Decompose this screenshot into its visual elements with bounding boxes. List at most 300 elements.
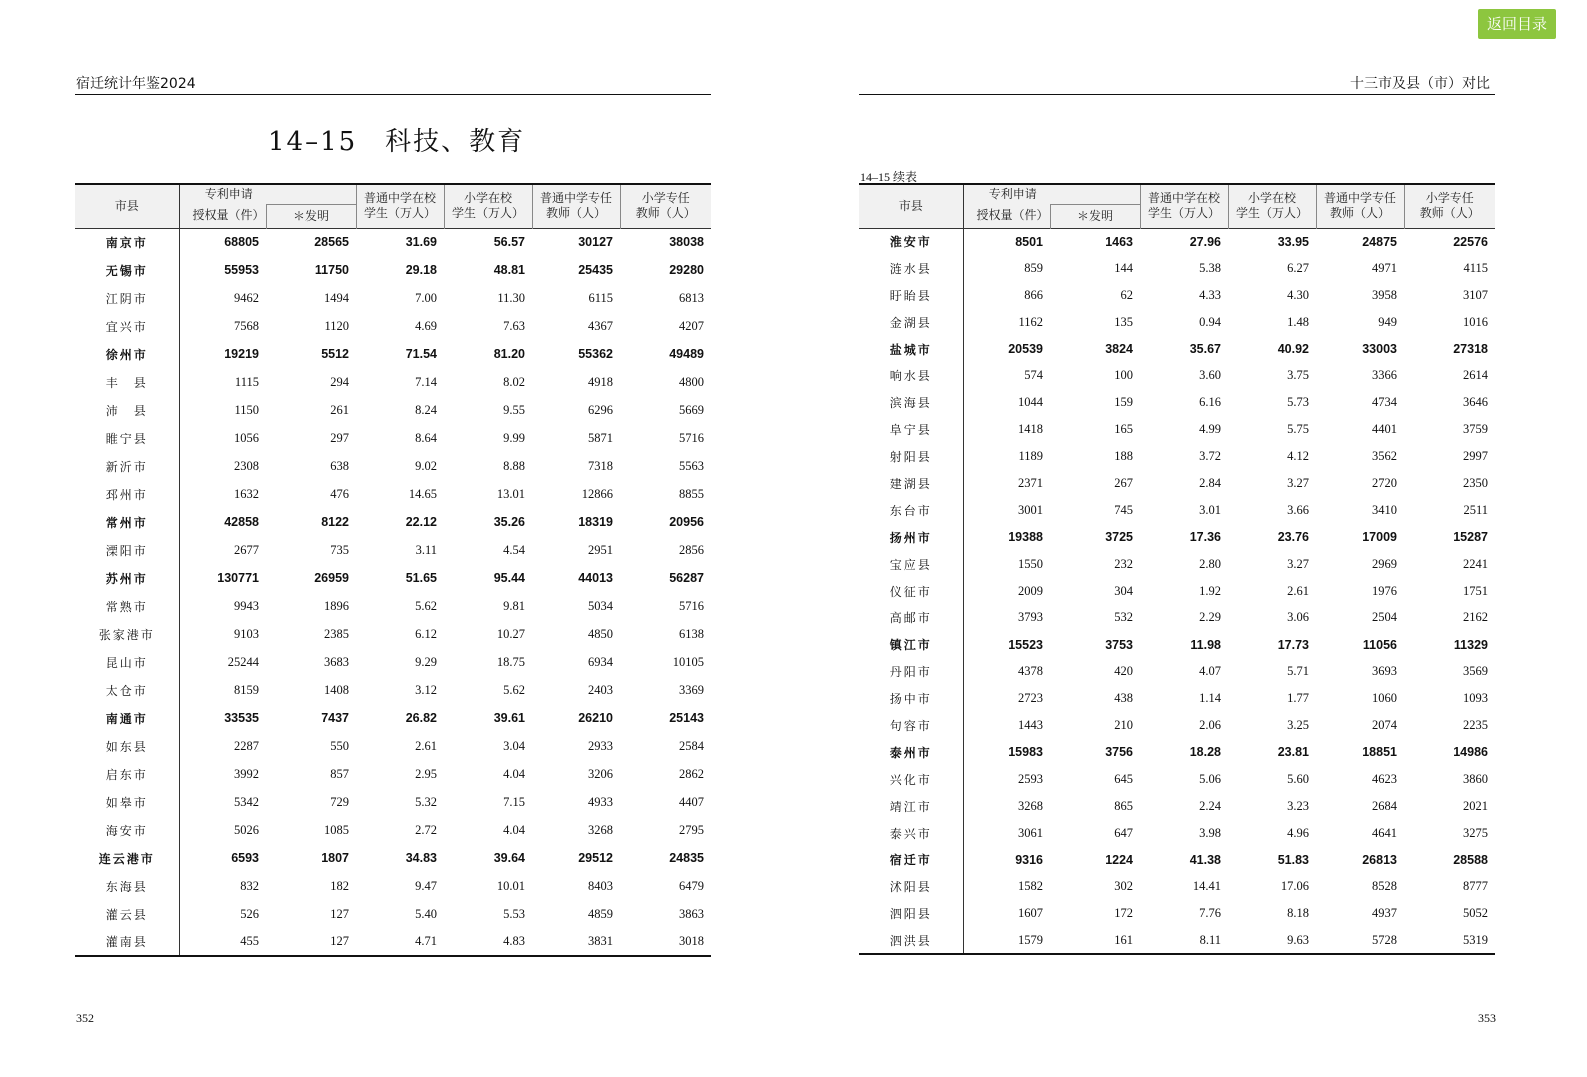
patent-grants-cell: 526	[240, 906, 259, 921]
secondary-teachers-cell: 3268	[588, 822, 613, 837]
patent-grants-cell: 3001	[1018, 502, 1043, 517]
patent-grants-cell: 3793	[1018, 610, 1043, 625]
invention-cell: 3683	[324, 654, 349, 669]
invention-cell: 1085	[324, 822, 349, 837]
patent-grants-cell: 1582	[1018, 879, 1043, 894]
table-row	[75, 452, 711, 480]
patent-grants-cell: 19219	[224, 347, 259, 361]
primary-students-cell: 9.81	[503, 598, 525, 613]
invention-cell: 7437	[321, 711, 349, 725]
left-data-table	[75, 183, 711, 957]
patent-grants-cell: 1632	[234, 486, 259, 501]
right-data-table	[859, 183, 1495, 955]
region-name: 苏州市	[75, 564, 179, 592]
left-page	[0, 0, 790, 1077]
primary-students-cell: 11.30	[497, 290, 525, 305]
header-secondary-students: 普通中学在校 学生（万人）	[356, 184, 444, 228]
primary-students-cell: 39.61	[493, 711, 525, 725]
secondary-students-cell: 41.38	[1189, 852, 1221, 867]
patent-grants-cell: 859	[1024, 260, 1043, 275]
patent-grants-cell: 25244	[227, 654, 259, 669]
patent-grants-cell: 8501	[963, 228, 1050, 255]
patent-grants-cell: 1056	[234, 430, 259, 445]
header-secondary-students: 普通中学在校 学生（万人）	[1140, 184, 1228, 228]
region-name: 沭阳县	[859, 873, 963, 900]
primary-teachers-cell: 2795	[679, 822, 704, 837]
primary-students-cell: 9.63	[1228, 927, 1316, 954]
secondary-students-cell: 4.33	[1199, 287, 1221, 302]
secondary-teachers-cell: 2684	[1372, 798, 1397, 813]
secondary-teachers-cell: 4623	[1372, 771, 1397, 786]
primary-students-cell: 95.44	[493, 571, 525, 585]
region-name: 扬州市	[859, 524, 963, 551]
secondary-students-cell: 5.38	[1199, 260, 1221, 275]
secondary-students-cell: 5.06	[1199, 771, 1221, 786]
patent-grants-cell: 9316	[1015, 852, 1043, 867]
table-row	[859, 658, 1495, 685]
primary-students-cell: 10.27	[496, 626, 525, 641]
patent-grants-cell: 866	[1024, 287, 1043, 302]
table-row	[75, 228, 711, 256]
secondary-teachers-cell: 4734	[1372, 395, 1397, 410]
primary-teachers-cell: 3863	[679, 906, 704, 921]
secondary-teachers-cell: 29512	[578, 851, 613, 865]
secondary-students-cell: 3.60	[1199, 368, 1221, 383]
secondary-students-cell: 27.96	[1140, 228, 1228, 255]
secondary-teachers-cell: 5034	[588, 598, 613, 613]
patent-grants-cell: 1550	[1018, 556, 1043, 571]
invention-cell: 304	[1114, 583, 1133, 598]
table-row	[75, 620, 711, 648]
table-row	[859, 309, 1495, 336]
invention-cell: 297	[330, 430, 349, 445]
patent-grants-cell: 1579	[963, 927, 1050, 954]
secondary-teachers-cell: 2933	[588, 738, 613, 753]
secondary-teachers-cell: 12866	[581, 486, 613, 501]
header-region: 市县	[859, 184, 963, 228]
patent-grants-cell: 574	[1024, 368, 1043, 383]
right-running-head: 十三市及县（市）对比	[1350, 76, 1490, 92]
region-name: 太仓市	[75, 676, 179, 704]
primary-teachers-cell: 6479	[679, 878, 704, 893]
secondary-teachers-cell: 3693	[1372, 664, 1397, 679]
table-row	[75, 760, 711, 788]
region-name: 丰 县	[75, 368, 179, 396]
header-primary-students: 小学在校 学生（万人）	[444, 184, 532, 228]
invention-cell: 267	[1114, 475, 1133, 490]
region-name: 江阴市	[75, 284, 179, 312]
primary-students-cell: 3.23	[1287, 798, 1309, 813]
secondary-teachers-cell: 4918	[588, 374, 613, 389]
invention-cell: 5512	[321, 347, 349, 361]
region-name: 泰州市	[859, 739, 963, 766]
primary-teachers-cell: 3569	[1463, 664, 1488, 679]
secondary-teachers-cell: 7318	[588, 458, 613, 473]
primary-teachers-cell: 29280	[669, 263, 704, 277]
primary-students-cell: 51.83	[1277, 852, 1309, 867]
right-page-number: 353	[1478, 1011, 1496, 1025]
header-primary-students: 小学在校 学生（万人）	[1228, 184, 1316, 228]
secondary-teachers-cell: 3410	[1372, 502, 1397, 517]
invention-cell: 159	[1114, 395, 1133, 410]
secondary-teachers-cell: 3562	[1372, 449, 1397, 464]
invention-cell: 210	[1114, 717, 1133, 732]
primary-teachers-cell: 2997	[1463, 449, 1488, 464]
invention-cell: 172	[1114, 906, 1133, 921]
primary-teachers-cell: 5716	[679, 598, 704, 613]
region-name: 灌云县	[75, 900, 179, 928]
patent-grants-cell: 1150	[234, 402, 259, 417]
secondary-students-cell: 2.84	[1199, 475, 1221, 490]
region-name: 启东市	[75, 760, 179, 788]
secondary-students-cell: 17.36	[1189, 530, 1221, 545]
header-invention: ＊发明	[1050, 204, 1140, 228]
region-name: 宝应县	[859, 551, 963, 578]
invention-cell: 1896	[324, 598, 349, 613]
primary-teachers-cell: 4407	[679, 794, 704, 809]
primary-students-cell: 3.04	[503, 738, 525, 753]
primary-students-cell: 17.73	[1277, 637, 1309, 652]
table-row	[859, 497, 1495, 524]
patent-grants-cell: 9103	[234, 626, 259, 641]
secondary-teachers-cell: 2951	[588, 542, 613, 557]
patent-grants-cell: 1044	[1018, 395, 1043, 410]
region-name: 海安市	[75, 816, 179, 844]
primary-teachers-cell: 20956	[669, 515, 704, 529]
patent-grants-cell: 2723	[1018, 691, 1043, 706]
primary-teachers-cell: 56287	[669, 571, 704, 585]
secondary-students-cell: 6.12	[415, 626, 437, 641]
primary-teachers-cell: 2241	[1463, 556, 1488, 571]
region-name: 如东县	[75, 732, 179, 760]
header-secondary-teachers: 普通中学专任 教师（人）	[1316, 184, 1404, 228]
table-row	[859, 712, 1495, 739]
region-name: 丹阳市	[859, 658, 963, 685]
table-row	[75, 732, 711, 760]
secondary-teachers-cell: 17009	[1362, 530, 1397, 545]
primary-students-cell: 23.81	[1277, 745, 1309, 760]
patent-grants-cell: 1418	[1018, 422, 1043, 437]
patent-grants-cell: 3268	[1018, 798, 1043, 813]
invention-cell: 857	[330, 766, 349, 781]
secondary-students-cell: 14.65	[408, 486, 437, 501]
invention-cell: 1408	[324, 682, 349, 697]
primary-students-cell: 8.18	[1287, 906, 1309, 921]
primary-teachers-cell: 2350	[1463, 475, 1488, 490]
table-row	[859, 685, 1495, 712]
secondary-students-cell: 2.95	[415, 766, 437, 781]
region-name: 张家港市	[75, 620, 179, 648]
region-name: 东海县	[75, 872, 179, 900]
region-name: 盐城市	[859, 336, 963, 363]
primary-teachers-cell: 2162	[1463, 610, 1488, 625]
secondary-students-cell: 14.41	[1192, 879, 1221, 894]
region-name: 镇江市	[859, 631, 963, 658]
secondary-teachers-cell: 1060	[1372, 691, 1397, 706]
primary-teachers-cell: 22576	[1404, 228, 1495, 255]
primary-students-cell: 5.60	[1287, 771, 1309, 786]
primary-students-cell: 5.75	[1287, 422, 1309, 437]
primary-teachers-cell: 25143	[669, 711, 704, 725]
secondary-teachers-cell: 5871	[588, 430, 613, 445]
secondary-students-cell: 7.76	[1199, 906, 1221, 921]
region-name: 新沂市	[75, 452, 179, 480]
primary-teachers-cell: 5563	[679, 458, 704, 473]
table-row	[859, 389, 1495, 416]
continuation-label: 14–15 续表	[860, 170, 918, 184]
invention-cell: 532	[1114, 610, 1133, 625]
primary-teachers-cell: 2856	[679, 542, 704, 557]
secondary-teachers-cell: 26813	[1362, 852, 1397, 867]
region-name: 兴化市	[859, 766, 963, 793]
region-name: 如皋市	[75, 788, 179, 816]
primary-students-cell: 17.06	[1280, 879, 1309, 894]
primary-students-cell: 56.57	[444, 228, 532, 256]
primary-teachers-cell: 6138	[679, 626, 704, 641]
left-header-rule	[75, 94, 711, 95]
secondary-teachers-cell: 4367	[588, 318, 613, 333]
primary-teachers-cell: 3759	[1463, 422, 1488, 437]
primary-students-cell: 3.25	[1287, 717, 1309, 732]
patent-grants-cell: 42858	[224, 515, 259, 529]
region-name: 金湖县	[859, 309, 963, 336]
patent-grants-cell: 1607	[1018, 906, 1043, 921]
patent-grants-cell: 2009	[1018, 583, 1043, 598]
table-row	[859, 820, 1495, 847]
secondary-students-cell: 2.29	[1199, 610, 1221, 625]
secondary-students-cell: 34.83	[405, 851, 437, 865]
primary-teachers-cell: 2021	[1463, 798, 1488, 813]
invention-cell: 729	[330, 794, 349, 809]
invention-cell: 420	[1114, 664, 1133, 679]
patent-grants-cell: 15523	[1008, 637, 1043, 652]
primary-teachers-cell: 5052	[1463, 906, 1488, 921]
secondary-teachers-cell: 4401	[1372, 422, 1397, 437]
secondary-teachers-cell: 30127	[532, 228, 620, 256]
invention-cell: 261	[330, 402, 349, 417]
primary-students-cell: 8.88	[503, 458, 525, 473]
header-patent-line2: 授权量（件）	[179, 204, 266, 228]
secondary-students-cell: 3.01	[1199, 502, 1221, 517]
patent-grants-cell: 19388	[1008, 530, 1043, 545]
secondary-students-cell: 1.92	[1199, 583, 1221, 598]
header-region: 市县	[75, 184, 179, 228]
table-row	[75, 536, 711, 564]
patent-grants-cell: 3061	[1018, 825, 1043, 840]
primary-students-cell: 4.96	[1287, 825, 1309, 840]
secondary-students-cell: 7.14	[415, 374, 437, 389]
secondary-teachers-cell: 6934	[588, 654, 613, 669]
region-name: 睢宁县	[75, 424, 179, 452]
secondary-teachers-cell: 4859	[588, 906, 613, 921]
table-row	[75, 676, 711, 704]
primary-teachers-cell: 2235	[1463, 717, 1488, 732]
region-name: 灌南县	[75, 928, 179, 956]
invention-cell: 3824	[1105, 342, 1133, 356]
region-name: 建湖县	[859, 470, 963, 497]
primary-students-cell: 5.53	[503, 906, 525, 921]
primary-students-cell: 3.75	[1287, 368, 1309, 383]
secondary-students-cell: 2.06	[1199, 717, 1221, 732]
invention-cell: 28565	[266, 228, 356, 256]
secondary-teachers-cell: 24875	[1316, 228, 1404, 255]
region-name: 常州市	[75, 508, 179, 536]
region-name: 昆山市	[75, 648, 179, 676]
invention-cell: 11750	[314, 263, 349, 277]
secondary-students-cell: 9.29	[415, 654, 437, 669]
patent-grants-cell: 5342	[234, 794, 259, 809]
table-row	[859, 604, 1495, 631]
secondary-students-cell: 3.98	[1199, 825, 1221, 840]
secondary-students-cell: 35.67	[1189, 342, 1221, 356]
region-name: 涟水县	[859, 255, 963, 282]
table-row	[75, 648, 711, 676]
secondary-students-cell: 31.69	[356, 228, 444, 256]
primary-teachers-cell: 1093	[1463, 691, 1488, 706]
secondary-teachers-cell: 2074	[1372, 717, 1397, 732]
secondary-students-cell: 3.12	[415, 682, 437, 697]
invention-cell: 302	[1114, 879, 1133, 894]
primary-teachers-cell: 38038	[620, 228, 711, 256]
primary-teachers-cell: 4207	[679, 318, 704, 333]
patent-grants-cell: 1443	[1018, 717, 1043, 732]
table-row	[859, 846, 1495, 873]
invention-cell: 1494	[324, 290, 349, 305]
invention-cell: 161	[1050, 927, 1140, 954]
left-running-head: 宿迁统计年鉴2024	[76, 76, 196, 92]
primary-teachers-cell: 3107	[1463, 287, 1488, 302]
table-row	[75, 928, 711, 956]
primary-students-cell: 18.75	[496, 654, 525, 669]
table-row	[75, 592, 711, 620]
invention-cell: 144	[1114, 260, 1133, 275]
primary-teachers-cell: 28588	[1453, 852, 1488, 867]
table-row	[75, 480, 711, 508]
patent-grants-cell: 1189	[1018, 449, 1043, 464]
secondary-teachers-cell: 33003	[1362, 342, 1397, 356]
table-row	[75, 508, 711, 536]
header-secondary-teachers: 普通中学专任 教师（人）	[532, 184, 620, 228]
primary-students-cell: 9.55	[503, 402, 525, 417]
primary-students-cell: 13.01	[496, 486, 525, 501]
secondary-students-cell: 2.80	[1199, 556, 1221, 571]
table-row	[859, 766, 1495, 793]
right-header-rule	[859, 94, 1495, 95]
primary-students-cell: 33.95	[1228, 228, 1316, 255]
primary-students-cell: 2.61	[1287, 583, 1309, 598]
table-row	[859, 443, 1495, 470]
secondary-teachers-cell: 55362	[578, 347, 613, 361]
primary-teachers-cell: 8777	[1463, 879, 1488, 894]
table-row	[75, 424, 711, 452]
region-name: 高邮市	[859, 604, 963, 631]
table-row	[859, 631, 1495, 658]
secondary-teachers-cell: 949	[1378, 314, 1397, 329]
region-name: 泗洪县	[859, 927, 963, 954]
secondary-teachers-cell: 26210	[578, 711, 613, 725]
secondary-students-cell: 51.65	[405, 571, 437, 585]
invention-cell: 438	[1114, 691, 1133, 706]
primary-teachers-cell: 14986	[1453, 745, 1488, 760]
table-row	[859, 578, 1495, 605]
primary-students-cell: 81.20	[493, 347, 525, 361]
invention-cell: 165	[1114, 422, 1133, 437]
patent-grants-cell: 130771	[217, 571, 259, 585]
primary-students-cell: 1.48	[1287, 314, 1309, 329]
invention-cell: 188	[1114, 449, 1133, 464]
primary-teachers-cell: 49489	[669, 347, 704, 361]
table-row	[75, 704, 711, 732]
table-row	[859, 551, 1495, 578]
primary-students-cell: 6.27	[1287, 260, 1309, 275]
primary-teachers-cell: 24835	[669, 851, 704, 865]
table-row	[75, 564, 711, 592]
table-row	[75, 312, 711, 340]
region-name: 南通市	[75, 704, 179, 732]
table-row	[859, 927, 1495, 954]
secondary-teachers-cell: 6115	[588, 290, 613, 305]
invention-cell: 638	[330, 458, 349, 473]
back-to-contents-button[interactable]: 返回目录	[1478, 9, 1556, 39]
invention-cell: 1807	[321, 851, 349, 865]
primary-teachers-cell: 3860	[1463, 771, 1488, 786]
table-row	[859, 362, 1495, 389]
invention-cell: 232	[1114, 556, 1133, 571]
primary-teachers-cell: 2511	[1463, 502, 1488, 517]
secondary-teachers-cell: 4850	[588, 626, 613, 641]
secondary-students-cell: 2.61	[415, 738, 437, 753]
table-row	[75, 844, 711, 872]
primary-teachers-cell: 4800	[679, 374, 704, 389]
primary-students-cell: 4.04	[503, 822, 525, 837]
primary-teachers-cell: 5716	[679, 430, 704, 445]
secondary-teachers-cell: 5728	[1316, 927, 1404, 954]
secondary-students-cell: 8.11	[1140, 927, 1228, 954]
secondary-students-cell: 4.71	[356, 928, 444, 956]
secondary-students-cell: 11.98	[1190, 637, 1221, 652]
primary-teachers-cell: 2614	[1463, 368, 1488, 383]
primary-teachers-cell: 2862	[679, 766, 704, 781]
invention-cell: 3756	[1105, 745, 1133, 760]
table-row	[75, 816, 711, 844]
invention-cell: 26959	[314, 571, 349, 585]
region-name: 南京市	[75, 228, 179, 256]
region-name: 宿迁市	[859, 846, 963, 873]
region-name: 连云港市	[75, 844, 179, 872]
primary-students-cell: 8.02	[503, 374, 525, 389]
header-primary-teachers: 小学专任 教师（人）	[620, 184, 711, 228]
secondary-students-cell: 8.24	[415, 402, 437, 417]
secondary-students-cell: 2.24	[1199, 798, 1221, 813]
region-name: 泰兴市	[859, 820, 963, 847]
secondary-students-cell: 3.11	[415, 542, 437, 557]
secondary-teachers-cell: 18851	[1362, 745, 1397, 760]
primary-students-cell: 4.04	[503, 766, 525, 781]
primary-teachers-cell: 3018	[620, 928, 711, 956]
table-row	[75, 368, 711, 396]
invention-cell: 1120	[324, 318, 349, 333]
primary-teachers-cell: 5319	[1404, 927, 1495, 954]
invention-cell: 647	[1114, 825, 1133, 840]
secondary-students-cell: 2.72	[415, 822, 437, 837]
region-name: 响水县	[859, 362, 963, 389]
secondary-teachers-cell: 18319	[578, 515, 613, 529]
primary-students-cell: 35.26	[493, 515, 525, 529]
secondary-students-cell: 18.28	[1189, 745, 1221, 760]
secondary-teachers-cell: 8403	[588, 878, 613, 893]
secondary-students-cell: 71.54	[405, 347, 437, 361]
invention-cell: 127	[266, 928, 356, 956]
